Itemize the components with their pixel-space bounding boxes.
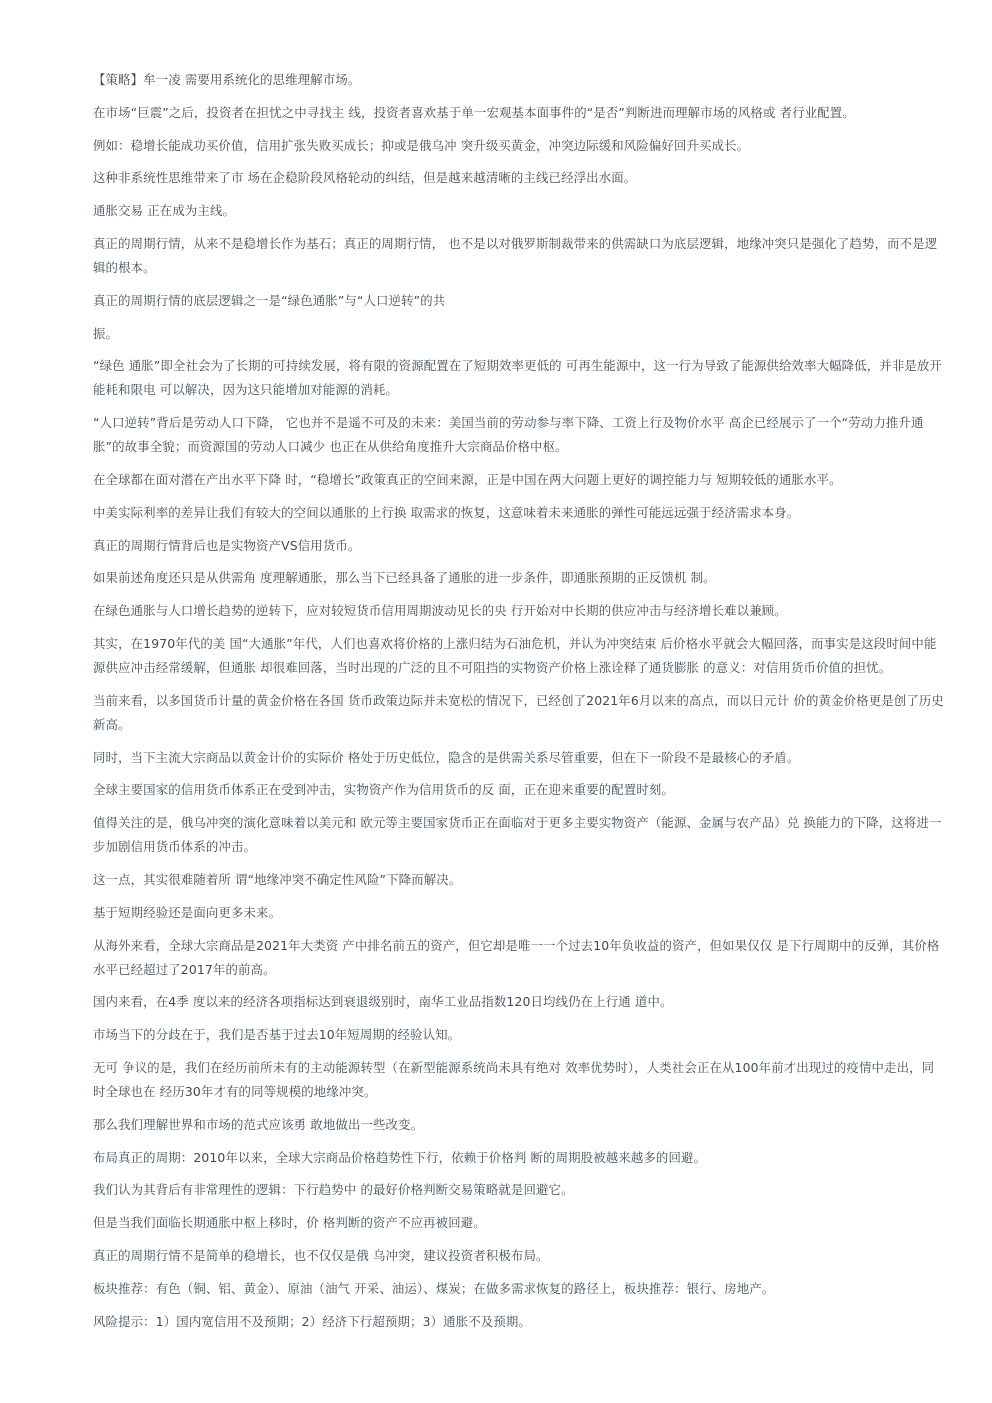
paragraph: 基于短期经验还是面向更多未来。 (93, 904, 282, 920)
paragraph: 在市场“巨震”之后，投资者在担忧之中寻找主 线，投资者喜欢基于单一宏观基本面事件的“是否”判断进而理解市场的风格或 者行业配置。 (93, 104, 855, 120)
paragraph: 我们认为其背后有非常理性的逻辑：下行趋势中 的最好价格判断交易策略就是回避它。 (93, 1182, 574, 1198)
paragraph: 那么我们理解世界和市场的范式应该勇 敢地做出一些改变。 (93, 1116, 424, 1132)
paragraph: 值得关注的是，俄乌冲突的演化意味着以美元和 欧元等主要国家货币正在面临对于更多主要实物资产（能源、金属与农产品）兑 换能力的下降，这将进一步加剧信用货币体系的冲击。 (93, 815, 942, 855)
paragraph: 这种非系统性思维带来了市 场在企稳阶段风格轮动的纠结，但是越来越清晰的主线已经浮出水面。 (93, 170, 637, 186)
paragraph: “绿色 通胀”即全社会为了长期的可持续发展，将有限的资源配置在了短期效率更低的 可再生能源中，这一行为导致了能源供给效率大幅降低，并非是放开能耗和限电 可以解决，因为这只能增加对能源的消耗。 (93, 358, 942, 398)
paragraph: 全球主要国家的信用货币体系正在受到冲击，实物资产作为信用货币的反 面，正在迎来重要的配置时刻。 (93, 782, 674, 798)
paragraph: 当前来看，以多国货币计量的黄金价格在各国 货币政策边际并未宽松的情况下，已经创了2021年6月以来的高点，而以日元计 价的黄金价格更是创了历史新高。 (93, 692, 944, 732)
paragraph: 真正的周期行情的底层逻辑之一是“绿色通胀”与“人口逆转”的共 (93, 292, 446, 308)
paragraph: “人口逆转”背后是劳动人口下降， 它也并不是遥不可及的未来：美国当前的劳动参与率下降、工资上行及物价水平 高企已经展示了一个“劳动力推升通胀”的故事全貌；而资源国的劳动人口减少 也正在从供给角度推升大宗商品价格中枢。 (93, 415, 924, 455)
paragraph: 在绿色通胀与人口增长趋势的逆转下，应对较短货币信用周期波动见长的央 行开始对中长期的供应冲击与经济增长难以兼顾。 (93, 603, 787, 619)
paragraph: 如果前述角度还只是从供需角 度理解通胀，那么当下已经具备了通胀的进一步条件，即通胀预期的正反馈机 制。 (93, 570, 716, 586)
paragraph: 无可 争议的是，我们在经历前所未有的主动能源转型（在新型能源系统尚未具有绝对 效率优势时），人类社会正在从100年前才出现过的疫情中走出，同时全球也在 经历30年才有的同等规模的地缘冲突。 (93, 1059, 935, 1099)
paragraph: 从海外来看，全球大宗商品是2021年大类资 产中排名前五的资产，但它却是唯一一个过去10年负收益的资产，但如果仅仅 是下行周期中的反弹，其价格水平已经超过了2017年的前高。 (93, 937, 940, 977)
paragraph: 市场当下的分歧在于，我们是否基于过去10年短周期的经验认知。 (93, 1027, 461, 1043)
paragraph: 真正的周期行情不是简单的稳增长，也不仅仅是俄 乌冲突，建议投资者积极布局。 (93, 1247, 549, 1263)
paragraph: 真正的周期行情，从来不是稳增长作为基石；真正的周期行情， 也不是以对俄罗斯制裁带来的供需缺口为底层逻辑，地缘冲突只是强化了趋势，而不是逻辑的根本。 (93, 235, 938, 275)
paragraph-risk-warning: 风险提示：1）国内宽信用不及预期；2）经济下行超预期；3）通胀不及预期。 (93, 1313, 531, 1329)
paragraph: 通胀交易 正在成为主线。 (93, 203, 236, 219)
paragraph: 这一点，其实很难随着所 谓“地缘冲突不确定性风险”下降而解决。 (93, 871, 462, 887)
paragraph: 在全球都在面对潜在产出水平下降 时，“稳增长”政策真正的空间来源，正是中国在两大问题上更好的调控能力与 短期较低的通胀水平。 (93, 471, 842, 487)
paragraph: 布局真正的周期：2010年以来，全球大宗商品价格趋势性下行，依赖于价格判 断的周期股被越来越多的回避。 (93, 1149, 707, 1165)
paragraph: 振。 (93, 325, 119, 341)
paragraph: 真正的周期行情背后也是实物资产VS信用货币。 (93, 537, 361, 553)
paragraph: 例如：稳增长能成功买价值，信用扩张失败买成长；抑或是俄乌冲 突升级买黄金，冲突边际缓和风险偏好回升买成长。 (93, 137, 750, 153)
paragraph: 其实，在1970年代的美 国“大通胀”年代，人们也喜欢将价格的上涨归结为石油危机，并认为冲突结束 后价格水平就会大幅回落，而事实是这段时间中能源供应冲击经常缓解，但通胀 却很难回落，当时出现的广泛的且不可阻挡的实物资产价格上涨诠释了通货膨胀 的意义：对信用货币价值的担忧。 (93, 635, 937, 675)
paragraph: 国内来看，在4季 度以来的经济各项指标达到衰退级别时，南华工业品指数120日均线仍在上行通 道中。 (93, 994, 673, 1010)
paragraph-sector-recommendation: 板块推荐：有色（铜、铝、黄金）、原油（油气 开采、油运）、煤炭；在做多需求恢复的路径上，板块推荐：银行、房地产。 (93, 1280, 775, 1296)
document-body (93, 68, 945, 1342)
paragraph: 同时，当下主流大宗商品以黄金计价的实际价 格处于历史低位，隐含的是供需关系尽管重要，但在下一阶段不是最核心的矛盾。 (93, 749, 800, 765)
paragraph: 但是当我们面临长期通胀中枢上移时，价 格判断的资产不应再被回避。 (93, 1215, 486, 1231)
paragraph: 中美实际利率的差异让我们有较大的空间以通胀的上行换 取需求的恢复，这意味着未来通胀的弹性可能远远强于经济需求本身。 (93, 504, 800, 520)
paragraph-author-intro: 【策略】牟一凌 需要用系统化的思维理解市场。 (93, 72, 361, 87)
